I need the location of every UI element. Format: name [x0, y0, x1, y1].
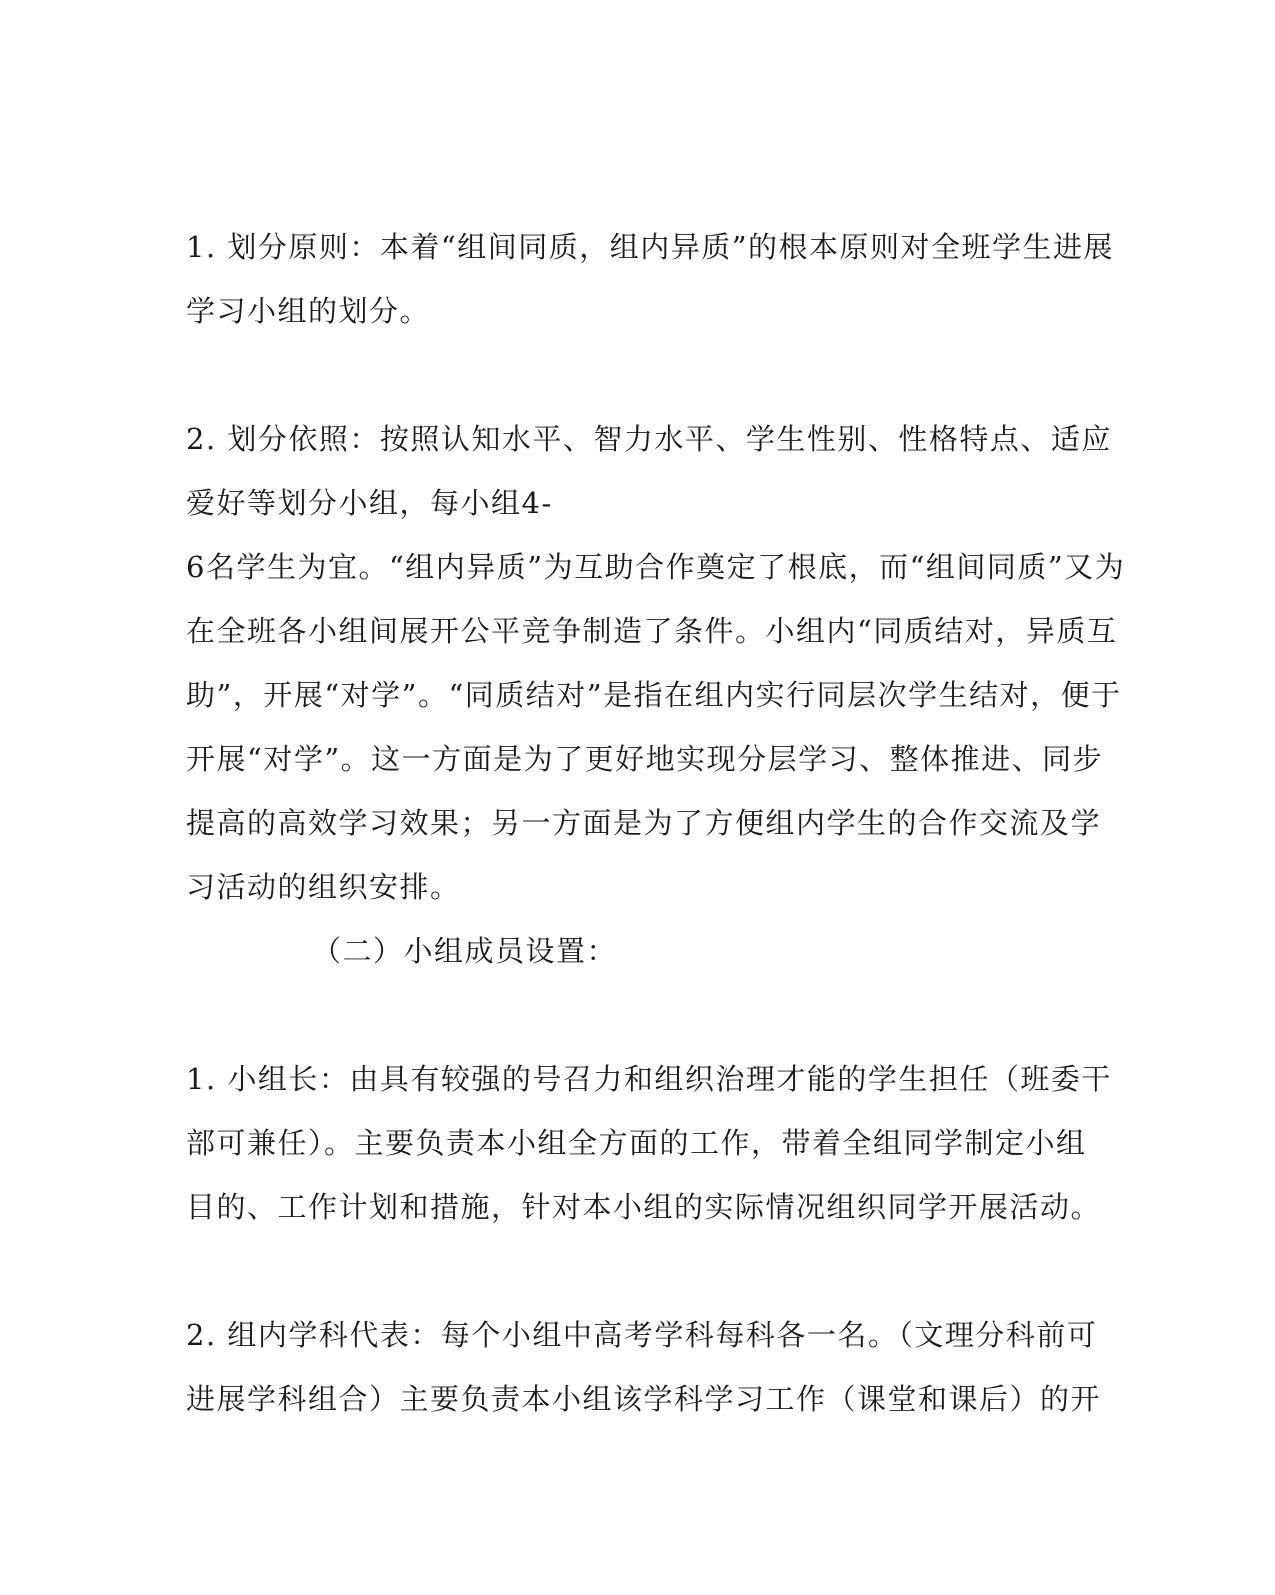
text-line: 部可兼任）。主要负责本小组全方面的工作，带着全组同学制定小组 [186, 1126, 1087, 1160]
text-line: 习活动的组织安排。 [186, 870, 461, 904]
text-line: 进展学科组合）主要负责本小组该学科学习工作（课堂和课后）的开 [186, 1382, 1102, 1416]
text-line: 爱好等划分小组，每小组4- [186, 486, 553, 520]
text-line: 2. 划分依照：按照认知水平、智力水平、学生性别、性格特点、适应 [186, 422, 1112, 456]
text-line: 目的、工作计划和措施，针对本小组的实际情况组织同学开展活动。 [186, 1190, 1102, 1224]
text-line: 1. 划分原则：本着“组间同质，组内异质”的根本原则对全班学生进展 [186, 230, 1115, 264]
text-line: 2. 组内学科代表：每个小组中高考学科每科各一名。（文理分科前可 [186, 1318, 1098, 1352]
section-heading: （二）小组成员设置： [312, 934, 618, 968]
text-line: 开展“对学”。这一方面是为了更好地实现分层学习、整体推进、同步 [186, 742, 1104, 776]
text-line: 学习小组的划分。 [186, 294, 431, 328]
text-line: 1. 小组长：由具有较强的号召力和组织治理才能的学生担任（班委干 [186, 1062, 1112, 1096]
text-line: 提高的高效学习效果；另一方面是为了方便组内学生的合作交流及学 [186, 806, 1102, 840]
text-line: 6名学生为宜。“组内异质”为互助合作奠定了根底，而“组间同质”又为 [186, 550, 1126, 584]
text-line: 在全班各小组间展开公平竞争制造了条件。小组内“同质结对，异质互 [186, 614, 1118, 648]
text-line: 助”，开展“对学”。“同质结对”是指在组内实行同层次学生结对，便于 [186, 678, 1122, 712]
